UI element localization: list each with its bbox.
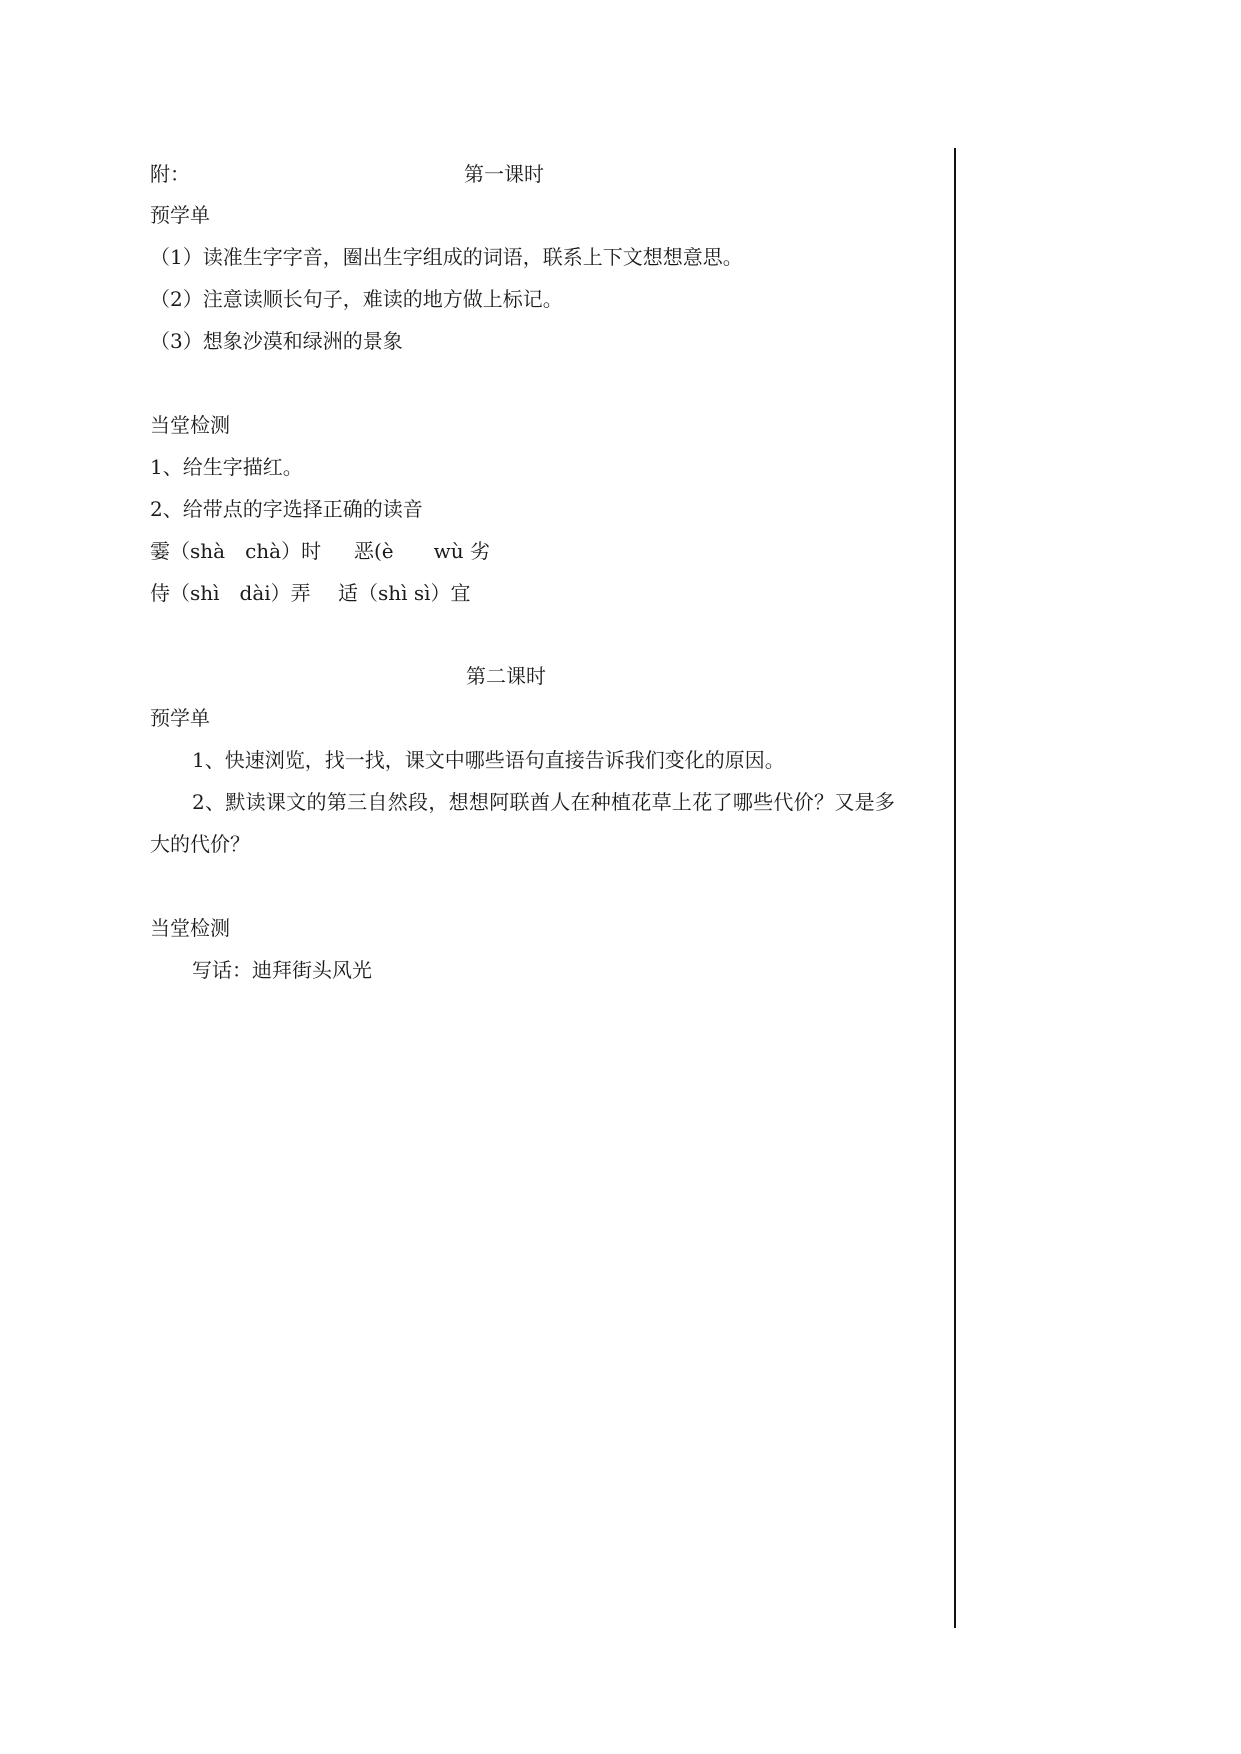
lesson2-item-2-line-1: 2、默读课文的第三自然段，想想阿联酋人在种植花草上花了哪些代价？又是多 bbox=[192, 790, 896, 814]
lesson2-check-heading: 当堂检测 bbox=[150, 916, 230, 940]
pinyin-row-1-b: 恶(è wù 劣 bbox=[354, 539, 490, 563]
lesson2-item-2-line-2: 大的代价？ bbox=[150, 832, 250, 856]
lesson1-prestudy-item-1: （1）读准生字字音，圈出生字组成的词语，联系上下文想想意思。 bbox=[150, 245, 743, 269]
lesson1-prestudy-item-2: （2）注意读顺长句子，难读的地方做上标记。 bbox=[150, 287, 563, 311]
lesson2-item-1: 1、快速浏览，找一找，课文中哪些语句直接告诉我们变化的原因。 bbox=[192, 748, 785, 772]
lesson2-title: 第二课时 bbox=[466, 664, 546, 688]
lesson1-title: 第一课时 bbox=[464, 162, 544, 186]
pinyin-row-1-a: 霎（shà chà）时 bbox=[150, 539, 322, 563]
lesson1-prestudy-heading: 预学单 bbox=[150, 203, 210, 227]
vertical-margin-rule bbox=[954, 148, 956, 1628]
lesson1-check-heading: 当堂检测 bbox=[150, 413, 230, 437]
pinyin-row-2-a: 侍（shì dài）弄 bbox=[150, 581, 311, 605]
lesson2-writing-task: 写话：迪拜街头风光 bbox=[192, 958, 372, 982]
lesson1-check-item-2: 2、给带点的字选择正确的读音 bbox=[150, 497, 423, 521]
lesson1-prestudy-item-3: （3）想象沙漠和绿洲的景象 bbox=[150, 329, 403, 353]
lesson1-check-item-1: 1、给生字描红。 bbox=[150, 455, 303, 479]
appendix-label: 附： bbox=[150, 162, 190, 186]
lesson2-prestudy-heading: 预学单 bbox=[150, 706, 210, 730]
pinyin-row-2-b: 适（shì sì）宜 bbox=[338, 581, 471, 605]
